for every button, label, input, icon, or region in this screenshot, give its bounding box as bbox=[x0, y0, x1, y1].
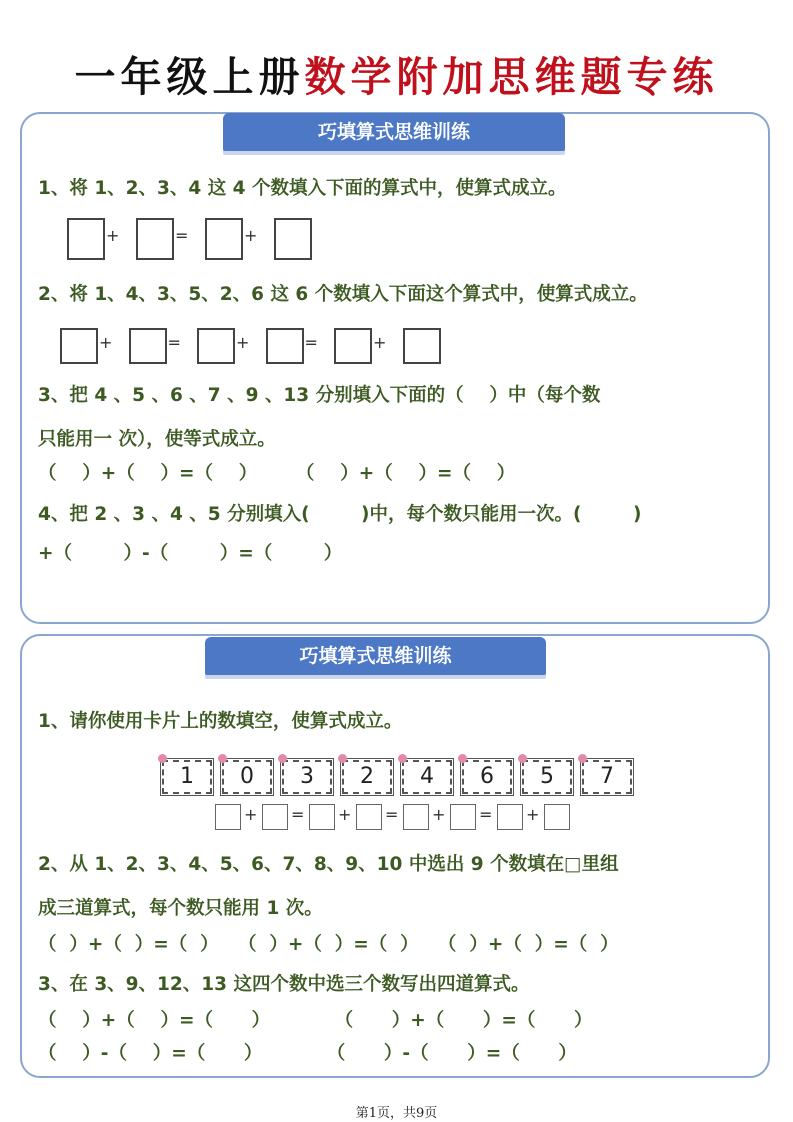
answer-box[interactable] bbox=[309, 804, 335, 830]
answer-box[interactable] bbox=[215, 804, 241, 830]
question-1-4: 4、把 2 、3 、4 、5 分别填入( )中，每个数只能用一次。( ) bbox=[38, 504, 642, 525]
number-card: 1 bbox=[162, 760, 212, 794]
pin-icon bbox=[338, 754, 347, 763]
pin-icon bbox=[278, 754, 287, 763]
answer-line-2-3b: （ ）-（ ）=（ ） （ ）-（ ）=（ ） bbox=[38, 1043, 577, 1064]
pin-icon bbox=[578, 754, 587, 763]
operator-sign: + bbox=[99, 333, 113, 352]
question-2-1: 1、请你使用卡片上的数填空，使算式成立。 bbox=[38, 711, 403, 732]
answer-box[interactable] bbox=[60, 328, 98, 364]
answer-box[interactable] bbox=[544, 804, 570, 830]
operator-sign: = bbox=[385, 805, 399, 824]
page-title: 一年级上册数学附加思维题专练 bbox=[74, 53, 719, 101]
number-card: 4 bbox=[402, 760, 452, 794]
question-1-3-cont: 只能用一 次），使等式成立。 bbox=[38, 429, 276, 450]
operator-sign: + bbox=[106, 226, 120, 245]
operator-sign: + bbox=[432, 805, 446, 824]
answer-line-2-3a: （ ）+（ ）=（ ） （ ）+（ ）=（ ） bbox=[38, 1010, 593, 1031]
answer-box[interactable] bbox=[266, 328, 304, 364]
answer-box[interactable] bbox=[403, 328, 441, 364]
question-1-1: 1、将 1、2、3、4 这 4 个数填入下面的算式中，使算式成立。 bbox=[38, 178, 567, 199]
number-card: 2 bbox=[342, 760, 392, 794]
answer-box[interactable] bbox=[205, 218, 243, 260]
answer-line-2-2: （ ）+（ ）=（ ） （ ）+（ ）=（ ） （ ）+（ ）=（ ） bbox=[38, 934, 619, 955]
operator-sign: + bbox=[338, 805, 352, 824]
operator-sign: + bbox=[373, 333, 387, 352]
pin-icon bbox=[458, 754, 467, 763]
operator-sign: + bbox=[244, 226, 258, 245]
number-card: 5 bbox=[522, 760, 572, 794]
answer-box[interactable] bbox=[262, 804, 288, 830]
answer-box[interactable] bbox=[334, 328, 372, 364]
operator-sign: + bbox=[244, 805, 258, 824]
answer-line-1-3: （ ）+（ ）=（ ） （ ）+（ ）=（ ） bbox=[38, 463, 516, 484]
answer-line-1-4: +（ ）-（ ）=（ ） bbox=[38, 543, 343, 564]
answer-box[interactable] bbox=[136, 218, 174, 260]
number-card: 0 bbox=[222, 760, 272, 794]
answer-box[interactable] bbox=[356, 804, 382, 830]
question-2-2: 2、从 1、2、3、4、5、6、7、8、9、10 中选出 9 个数填在□里组 bbox=[38, 854, 619, 875]
operator-sign: + bbox=[236, 333, 250, 352]
question-1-2: 2、将 1、4、3、5、2、6 这 6 个数填入下面这个算式中，使算式成立。 bbox=[38, 284, 648, 305]
pin-icon bbox=[218, 754, 227, 763]
operator-sign: + bbox=[526, 805, 540, 824]
number-card: 7 bbox=[582, 760, 632, 794]
operator-sign: = bbox=[167, 333, 181, 352]
operator-sign: = bbox=[291, 805, 305, 824]
question-2-2-cont: 成三道算式，每个数只能用 1 次。 bbox=[38, 898, 323, 919]
operator-sign: = bbox=[175, 226, 189, 245]
answer-box[interactable] bbox=[197, 328, 235, 364]
pin-icon bbox=[158, 754, 167, 763]
page-footer: 第1页，共9页 bbox=[355, 1106, 438, 1121]
pin-icon bbox=[398, 754, 407, 763]
section-2-header: 巧填算式思维训练 bbox=[205, 637, 546, 675]
number-card: 3 bbox=[282, 760, 332, 794]
question-1-3: 3、把 4 、5 、6 、7 、9 、13 分别填入下面的（ ）中（每个数 bbox=[38, 385, 601, 406]
section-1-header: 巧填算式思维训练 bbox=[223, 113, 565, 151]
operator-sign: = bbox=[479, 805, 493, 824]
operator-sign: = bbox=[304, 333, 318, 352]
answer-box[interactable] bbox=[274, 218, 312, 260]
answer-box[interactable] bbox=[129, 328, 167, 364]
answer-box[interactable] bbox=[497, 804, 523, 830]
answer-box[interactable] bbox=[67, 218, 105, 260]
number-card: 6 bbox=[462, 760, 512, 794]
question-2-3: 3、在 3、9、12、13 这四个数中选三个数写出四道算式。 bbox=[38, 974, 530, 995]
answer-box[interactable] bbox=[450, 804, 476, 830]
pin-icon bbox=[518, 754, 527, 763]
answer-box[interactable] bbox=[403, 804, 429, 830]
